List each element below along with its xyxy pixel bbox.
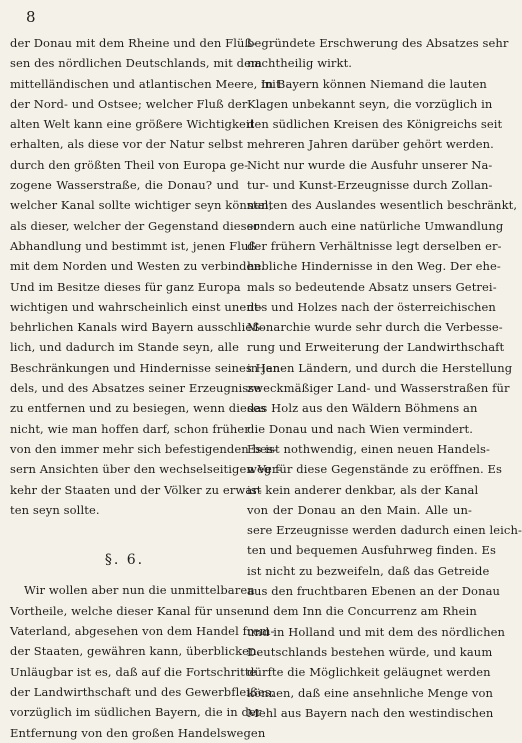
text-line: kehr der Staaten und der Völker zu erwar- bbox=[10, 482, 262, 497]
text-line: ten seyn sollte. bbox=[10, 502, 100, 517]
left-paragraph-bottom bbox=[10, 580, 275, 742]
text-line: hebliche Hindernisse in den Weg. Der ehe- bbox=[247, 259, 501, 274]
text-line: tur- und Kunst-Erzeugnisse durch Zollan- bbox=[247, 178, 493, 193]
text-line: die Donau und nach Wien vermindert. bbox=[247, 421, 473, 436]
text-line: der Nord- und Ostsee; welcher Fluß der bbox=[10, 96, 248, 111]
text-line: rung und Erweiterung der Landwirthschaft bbox=[247, 340, 505, 355]
text-line: In Bayern können Niemand die lauten bbox=[261, 76, 487, 91]
text-line: vorzüglich im südlichen Bayern, die in der bbox=[10, 705, 262, 720]
text-line: der Staaten, gewähren kann, überblicken. bbox=[10, 644, 261, 659]
text-line: mittelländischen und atlantischen Meere, mit bbox=[10, 76, 281, 91]
text-line: sere Erzeugnisse werden dadurch einen leich- bbox=[247, 523, 522, 538]
text-line: in jenen Ländern, und durch die Herstellung bbox=[247, 360, 513, 375]
page-number: 8 bbox=[26, 8, 36, 26]
text-line: mehreren Jahren darüber gehört werden. bbox=[247, 137, 494, 152]
text-line: Abhandlung und bestimmt ist, jenen Fluß bbox=[10, 238, 257, 253]
text-line: dürfte die Möglichkeit geläugnet werden bbox=[247, 665, 491, 680]
spacer bbox=[10, 520, 239, 540]
text-line: wichtigen und wahrscheinlich einst unent- bbox=[10, 299, 263, 314]
text-line: zweckmäßiger Land- und Wasserstraßen für bbox=[247, 381, 510, 396]
text-line: von den immer mehr sich befestigenden bes- bbox=[10, 441, 277, 456]
right-column bbox=[247, 33, 522, 723]
text-line: der frühern Verhältnisse legt derselben er- bbox=[247, 238, 502, 253]
text-line: Und im Besitze dieses für ganz Europa bbox=[10, 279, 241, 294]
text-line: von der Donau an den Main. Alle un- bbox=[247, 502, 472, 517]
text-line: Klagen unbekannt seyn, die vorzüglich in bbox=[247, 96, 493, 111]
text-line: zogene Wasserstraße, die Donau? und bbox=[10, 178, 239, 193]
text-line: Monarchie wurde sehr durch die Verbesse- bbox=[247, 320, 503, 335]
text-line: mit dem Norden und Westen zu verbinden. bbox=[10, 259, 265, 274]
text-line: den südlichen Kreisen des Königreichs seit bbox=[247, 117, 503, 132]
text-line: Entfernung von den großen Handelswegen bbox=[10, 725, 266, 740]
section-heading: §. 6. bbox=[104, 552, 145, 569]
text-line: ist nicht zu bezweifeln, daß das Getreide bbox=[247, 563, 490, 578]
text-line: Nicht nur wurde die Ausfuhr unserer Na- bbox=[247, 157, 493, 172]
text-line: Deutschlands bestehen würde, und kaum bbox=[247, 644, 493, 659]
text-line: alten Welt kann eine größere Wichtigkeit bbox=[10, 117, 255, 132]
text-line: Vortheile, welche dieser Kanal für unser bbox=[10, 603, 250, 618]
text-line: lich, und dadurch im Stande seyn, alle bbox=[10, 340, 239, 355]
text-line: weg für diese Gegenstände zu eröffnen. Es bbox=[247, 462, 503, 477]
text-line: erhalten, als diese vor der Natur selbst bbox=[10, 137, 243, 152]
text-line: Vaterland, abgesehen von dem Handel frem- bbox=[10, 624, 275, 639]
text-line: Beschränkungen und Hindernisse seines Han- bbox=[10, 360, 285, 375]
text-line: nachtheilig wirkt. bbox=[247, 56, 353, 71]
text-line: mals so bedeutende Absatz unsers Getrei- bbox=[247, 279, 497, 294]
text-line: nicht, wie man hoffen darf, schon früher bbox=[10, 421, 250, 436]
text-line: behrlichen Kanals wird Bayern ausschließ- bbox=[10, 320, 265, 335]
text-line: können, daß eine ansehnliche Menge von bbox=[247, 685, 494, 700]
text-line: und dem Inn die Concurrenz am Rhein bbox=[247, 604, 477, 619]
text-line: als dieser, welcher der Gegenstand dieser bbox=[10, 218, 260, 233]
text-line: sern Ansichten über den wechselseitigen Ver- bbox=[10, 462, 282, 477]
text-line: ten und bequemen Ausfuhrweg finden. Es bbox=[247, 543, 497, 558]
text-line: Unläugbar ist es, daß auf die Fortschritte bbox=[10, 664, 257, 679]
left-column bbox=[10, 33, 285, 743]
text-line: der Donau mit dem Rheine und den Flüß- bbox=[10, 36, 257, 50]
text-line: stalten des Auslandes wesentlich beschränkt, bbox=[247, 198, 518, 213]
text-line: sen des nördlichen Deutschlands, mit dem bbox=[10, 56, 263, 71]
text-line: durch den größten Theil von Europa ge- bbox=[10, 157, 249, 172]
text-line: Wir wollen aber nun die unmittelbaren bbox=[24, 583, 255, 598]
text-line: und in Holland und mit dem des nördlichen bbox=[247, 624, 506, 639]
text-line: dels, und des Absatzes seiner Erzeugnisse bbox=[10, 381, 262, 396]
text-line: Es ist nothwendig, einen neuen Handels- bbox=[247, 441, 491, 456]
text-line: des und Holzes nach der österreichischen bbox=[247, 299, 496, 314]
text-line: welcher Kanal sollte wichtiger seyn können, bbox=[10, 198, 273, 213]
right-paragraphs bbox=[247, 33, 522, 723]
text-line: zu entfernen und zu besiegen, wenn dieses bbox=[10, 401, 266, 416]
text-line: der Landwirthschaft und des Gewerbfleißes, bbox=[10, 684, 275, 699]
text-line: das Holz aus den Wäldern Böhmens an bbox=[247, 401, 478, 416]
left-paragraph-top bbox=[10, 33, 285, 520]
text-line: sondern auch eine natürliche Umwandlung bbox=[247, 218, 504, 233]
text-line: begründete Erschwerung des Absatzes sehr bbox=[247, 36, 509, 50]
text-line: Mehl aus Bayern nach den westindischen bbox=[247, 705, 494, 720]
text-line: ist kein anderer denkbar, als der Kanal bbox=[247, 482, 479, 497]
text-line: aus den fruchtbaren Ebenen an der Donau bbox=[247, 584, 501, 599]
